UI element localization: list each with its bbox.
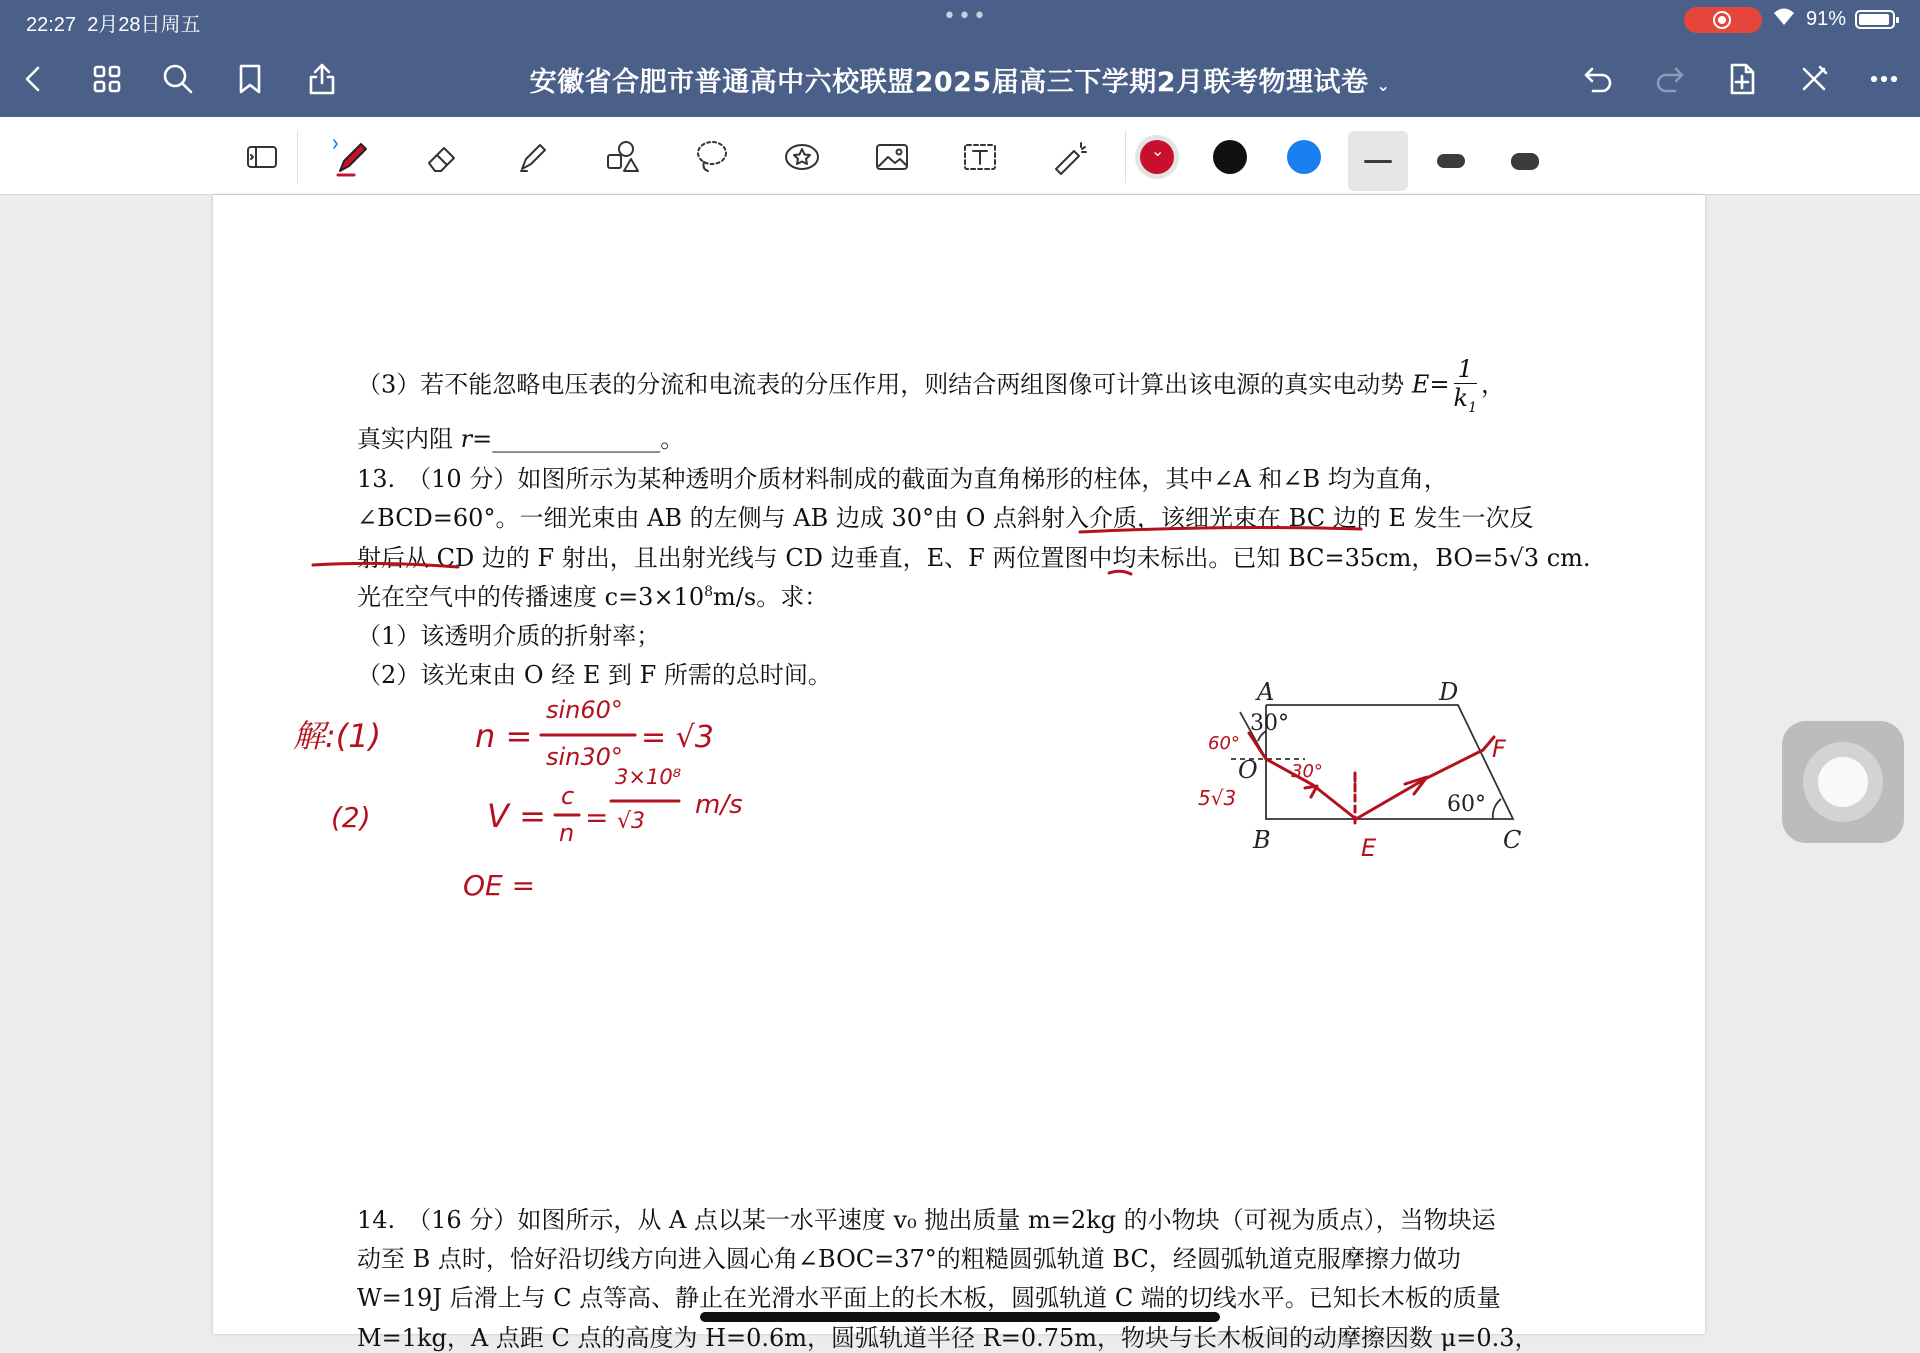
ink-c-over-n-num: c [561, 782, 575, 810]
add-page-button[interactable] [1718, 55, 1766, 103]
q13-line2: ∠BCD=60°。一细光束由 AB 的左侧与 AB 边成 30°由 O 点斜射入介质，该细光束在 BC 边的 E 发生一次反 [357, 504, 1534, 532]
answer-blank: =______________。 [472, 425, 685, 453]
bookmark-icon [232, 61, 268, 97]
ink-length-5sqrt3: 5√3 [1198, 786, 1237, 810]
ink-part2-label: (2) [331, 801, 371, 834]
shapes-icon [600, 135, 644, 179]
ink-equals: = [585, 801, 609, 834]
q13-line3 [357, 538, 1591, 573]
ink-light-path [1266, 750, 1483, 819]
redo-icon [1652, 61, 1688, 97]
undo-icon [1580, 61, 1616, 97]
sidebar-toggle-icon [240, 135, 284, 179]
status-time [26, 8, 201, 37]
ink-arrow-head-1 [1405, 777, 1427, 794]
highlighter-icon [510, 135, 554, 179]
ink-sin30: sin30° [546, 743, 623, 771]
q13-line3-text: 射后从 CD 边的 F 射出，且出射光线与 CD 边垂直，E、F 两位置图中均未标出。已知 BC=35cm，BO= [357, 544, 1494, 572]
angle-label-60: 60° [1447, 792, 1486, 817]
label-d: D [1439, 678, 1459, 706]
emf-symbol: E [1411, 370, 1430, 399]
angle-arc-a [1258, 731, 1266, 741]
q13-subq2: （2）该光束由 O 经 E 到 F 所需的总时间。 [357, 661, 832, 689]
chevron-down-icon: ⌄ [1376, 76, 1391, 95]
color-red-swatch[interactable] [1140, 140, 1174, 174]
label-b: B [1253, 826, 1271, 854]
light-speed-unit: m/s。求： [713, 583, 829, 611]
undo-button[interactable] [1574, 55, 1622, 103]
pen-cross-icon [1796, 61, 1832, 97]
pen-icon [330, 135, 374, 179]
image-tool[interactable] [866, 131, 918, 183]
laser-pointer-icon [1048, 135, 1092, 179]
more-icon [1866, 61, 1902, 97]
close-annotate-button[interactable] [1790, 55, 1838, 103]
ink-3e8: 3×10⁸ [615, 765, 682, 789]
status-clock: 22:27 [26, 14, 77, 36]
emf-fraction [1454, 357, 1477, 415]
eraser-icon [420, 135, 464, 179]
ink-solution-label: 解:(1) [293, 717, 382, 755]
fraction-denominator [1454, 384, 1477, 415]
eraser-tool[interactable] [416, 131, 468, 183]
q13-line4 [357, 577, 828, 612]
share-button[interactable] [298, 55, 346, 103]
laser-pointer-tool[interactable] [1044, 131, 1096, 183]
search-button[interactable] [154, 55, 202, 103]
internal-resistance-label: 真实内阻 [357, 425, 461, 453]
document-title[interactable] [520, 60, 1400, 99]
battery-icon [1855, 10, 1895, 29]
bookmark-button[interactable] [226, 55, 274, 103]
assistive-touch-button[interactable] [1782, 721, 1904, 843]
resistance-symbol: r [460, 425, 473, 453]
more-button[interactable] [1860, 55, 1908, 103]
stroke-thin-option[interactable] [1348, 131, 1408, 191]
fraction-denominator-subscript: 1 [1468, 399, 1478, 416]
q14-line1: 14. （16 分）如图所示，从 A 点以某一水平速度 v₀ 抛出质量 m=2kg 的小物块（可视为质点），当物块运 [357, 1206, 1496, 1234]
shapes-tool[interactable] [596, 131, 648, 183]
q12-part3-line1 [357, 357, 1505, 415]
status-date: 2月28日周五 [87, 14, 201, 36]
lasso-icon [690, 135, 734, 179]
ink-angle-60: 60° [1208, 733, 1240, 754]
incident-ray-line [1240, 712, 1266, 759]
color-black-swatch[interactable] [1213, 140, 1247, 174]
ink-oe-equals: OE = [463, 869, 536, 902]
grid-icon [89, 61, 125, 97]
q14-line3: W=19J 后滑上与 C 点等高、静止在光滑水平面上的长木板，圆弧轨道 C 端的切线水平。已知长木板的质量 [357, 1284, 1501, 1312]
q14-line2: 动至 B 点时，恰好沿切线方向进入圆心角∠BOC=37°的粗糙圆弧轨道 BC，经圆弧轨道克服摩擦力做功 [357, 1245, 1461, 1273]
label-o: O [1238, 756, 1258, 784]
ink-result-sqrt3: = √3 [641, 720, 714, 755]
share-icon [304, 61, 340, 97]
text-tool[interactable] [954, 131, 1006, 183]
stroke-medium-option[interactable] [1421, 131, 1481, 191]
comma: ， [1481, 370, 1506, 399]
sticker-tool[interactable] [776, 131, 828, 183]
back-button[interactable] [10, 55, 58, 103]
screen-recording-indicator[interactable] [1684, 7, 1762, 33]
ink-v-equals: V = [487, 797, 546, 835]
lasso-tool[interactable] [686, 131, 738, 183]
q13-subq1: （1）该透明介质的折射率； [357, 622, 661, 650]
ink-sin60: sin60° [546, 696, 623, 724]
label-a: A [1257, 678, 1275, 706]
equals-sign: = [1429, 370, 1450, 399]
record-icon [1713, 11, 1731, 29]
highlighter-tool[interactable] [506, 131, 558, 183]
search-icon [160, 61, 196, 97]
fraction-denominator-k: k [1453, 384, 1469, 412]
label-c: C [1503, 826, 1522, 854]
toolbar-collapse-button[interactable] [236, 131, 288, 183]
color-blue-swatch[interactable] [1287, 140, 1321, 174]
ink-c-over-n-den: n [559, 819, 575, 847]
ink-sqrt3-den: √3 [617, 809, 646, 834]
add-page-icon [1724, 61, 1760, 97]
pdf-page[interactable] [213, 195, 1705, 1352]
q13-line1: 13. （10 分）如图所示为某种透明介质材料制成的截面为直角梯形的柱体，其中∠A 和∠B 均为直角， [357, 465, 1448, 493]
q12-part3-text: （3）若不能忽略电压表的分流和电流表的分压作用，则结合两组图像可计算出该电源的真实电动势 [357, 370, 1412, 399]
document-title-text: 安徽省合肥市普通高中六校联盟2025届高三下学期2月联考物理试卷 [529, 67, 1369, 98]
stroke-thick-option[interactable] [1495, 131, 1555, 191]
annotation-toolbar [0, 117, 1920, 195]
ink-unit-ms: m/s [695, 790, 743, 820]
sticker-star-icon [780, 135, 824, 179]
multitasking-dots-icon[interactable]: ••• [943, 4, 988, 29]
ink-point-f: F [1492, 735, 1506, 763]
q12-part3-line2 [357, 419, 684, 454]
fraction-numerator: 1 [1454, 357, 1477, 384]
redo-button[interactable] [1646, 55, 1694, 103]
exponent: 8 [704, 584, 714, 600]
battery-percentage: 91% [1806, 8, 1847, 30]
wifi-icon [1772, 6, 1796, 31]
angle-label-30: 30° [1250, 711, 1289, 736]
text-box-icon [958, 135, 1002, 179]
chevron-left-icon [16, 61, 52, 97]
q14-line4: M=1kg，A 点距 C 点的高度为 H=0.6m，圆弧轨道半径 R=0.75m，物块与长木板间的动摩擦因数 μ=0.3， [357, 1324, 1539, 1352]
home-indicator[interactable] [700, 1312, 1220, 1322]
angle-arc-c [1493, 799, 1501, 819]
top-app-bar [0, 0, 1920, 117]
light-speed-text: 光在空气中的传播速度 c=3×10 [357, 583, 705, 611]
ink-n-equals: n = [475, 717, 533, 755]
ink-angle-30: 30° [1291, 761, 1323, 782]
trapezoid-outline [1266, 705, 1513, 819]
ink-incident-mark [1249, 733, 1266, 759]
image-icon [870, 135, 914, 179]
bo-length: 5√3 cm. [1493, 544, 1591, 572]
ink-arrow-head-2 [1305, 786, 1317, 797]
thumbnails-button[interactable] [83, 55, 131, 103]
ink-exit-mark [1483, 737, 1494, 750]
pen-tool[interactable] [326, 131, 378, 183]
ink-point-e: E [1361, 834, 1377, 862]
